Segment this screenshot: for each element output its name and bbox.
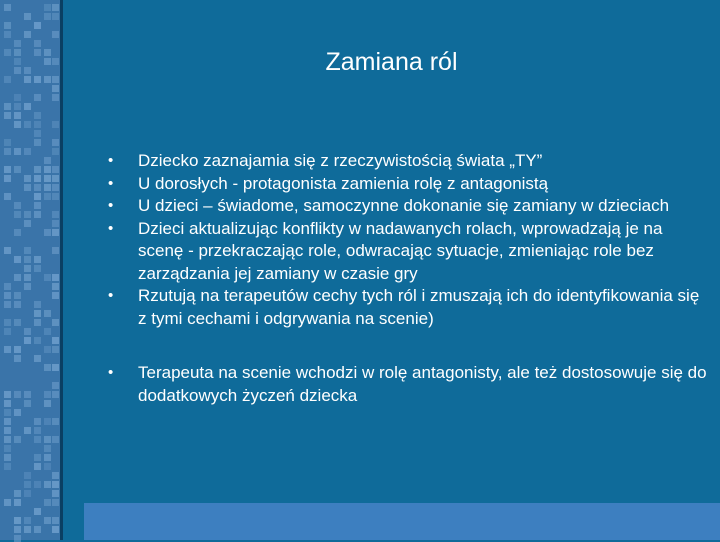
decorative-mosaic-square bbox=[4, 247, 11, 254]
bullet-marker: • bbox=[108, 197, 114, 214]
decorative-mosaic-square bbox=[52, 4, 59, 11]
decorative-mosaic-square bbox=[34, 508, 41, 515]
decorative-mosaic-square bbox=[24, 265, 31, 272]
decorative-mosaic-square bbox=[14, 103, 21, 110]
decorative-mosaic-square bbox=[14, 346, 21, 353]
decorative-mosaic-square bbox=[34, 463, 41, 470]
decorative-mosaic-square bbox=[44, 436, 51, 443]
decorative-mosaic-square bbox=[52, 364, 59, 371]
decorative-mosaic-square bbox=[4, 319, 11, 326]
decorative-mosaic-square bbox=[44, 274, 51, 281]
decorative-mosaic-square bbox=[4, 292, 11, 299]
decorative-mosaic-square bbox=[52, 391, 59, 398]
decorative-mosaic-square bbox=[44, 400, 51, 407]
decorative-mosaic-square bbox=[14, 229, 21, 236]
decorative-mosaic-square bbox=[52, 382, 59, 389]
decorative-mosaic-square bbox=[14, 121, 21, 128]
decorative-mosaic-square bbox=[34, 319, 41, 326]
decorative-mosaic-square bbox=[34, 184, 41, 191]
decorative-mosaic-square bbox=[52, 499, 59, 506]
decorative-mosaic-square bbox=[44, 328, 51, 335]
decorative-mosaic-square bbox=[14, 355, 21, 362]
decorative-mosaic-square bbox=[14, 436, 21, 443]
decorative-mosaic-square bbox=[34, 49, 41, 56]
decorative-mosaic-square bbox=[52, 148, 59, 155]
decorative-mosaic-square bbox=[4, 499, 11, 506]
decorative-mosaic-square bbox=[52, 121, 59, 128]
decorative-mosaic-square bbox=[34, 139, 41, 146]
decorative-mosaic-square bbox=[44, 517, 51, 524]
decorative-mosaic-square bbox=[24, 274, 31, 281]
decorative-mosaic-square bbox=[24, 31, 31, 38]
decorative-mosaic-square bbox=[52, 337, 59, 344]
decorative-mosaic-square bbox=[52, 166, 59, 173]
decorative-mosaic-square bbox=[34, 310, 41, 317]
bullet-marker: • bbox=[108, 364, 114, 381]
decorative-mosaic-square bbox=[52, 220, 59, 227]
decorative-mosaic-square bbox=[14, 526, 21, 533]
decorative-mosaic-square bbox=[44, 346, 51, 353]
bullet-item bbox=[108, 195, 708, 218]
decorative-mosaic-square bbox=[44, 364, 51, 371]
bullet-item bbox=[108, 218, 708, 286]
decorative-mosaic-square bbox=[4, 400, 11, 407]
decorative-mosaic-square bbox=[14, 94, 21, 101]
bullet-marker: • bbox=[108, 287, 114, 304]
decorative-mosaic-square bbox=[44, 454, 51, 461]
decorative-mosaic-square bbox=[14, 490, 21, 497]
decorative-mosaic-square bbox=[14, 292, 21, 299]
decorative-mosaic-square bbox=[44, 391, 51, 398]
decorative-mosaic-square bbox=[52, 211, 59, 218]
decorative-mosaic-square bbox=[34, 481, 41, 488]
decorative-mosaic-square bbox=[4, 301, 11, 308]
decorative-mosaic-square bbox=[4, 166, 11, 173]
decorative-mosaic-square bbox=[4, 328, 11, 335]
decorative-mosaic-square bbox=[52, 76, 59, 83]
decorative-mosaic-square bbox=[24, 76, 31, 83]
decorative-mosaic-square bbox=[52, 229, 59, 236]
decorative-mosaic-square bbox=[14, 499, 21, 506]
decorative-mosaic-square bbox=[52, 418, 59, 425]
decorative-mosaic-square bbox=[52, 481, 59, 488]
decorative-mosaic-square bbox=[52, 193, 59, 200]
decorative-mosaic-square bbox=[34, 193, 41, 200]
decorative-mosaic-square bbox=[52, 139, 59, 146]
decorative-mosaic-square bbox=[4, 175, 11, 182]
decorative-mosaic-square bbox=[4, 31, 11, 38]
decorative-mosaic-square bbox=[4, 22, 11, 29]
decorative-mosaic-square bbox=[4, 193, 11, 200]
decorative-mosaic-square bbox=[34, 76, 41, 83]
decorative-mosaic-square bbox=[4, 112, 11, 119]
decorative-mosaic-square bbox=[14, 49, 21, 56]
decorative-mosaic-square bbox=[52, 283, 59, 290]
decorative-mosaic-square bbox=[34, 166, 41, 173]
bullet-marker: • bbox=[108, 152, 114, 169]
decorative-mosaic-square bbox=[34, 454, 41, 461]
decorative-mosaic-square bbox=[14, 301, 21, 308]
decorative-mosaic-square bbox=[24, 328, 31, 335]
decorative-mosaic-square bbox=[24, 184, 31, 191]
decorative-mosaic-square bbox=[34, 436, 41, 443]
decorative-mosaic-square bbox=[14, 517, 21, 524]
bullet-text: Dziecko zaznajamia się z rzeczywistością świata „TY” bbox=[138, 151, 543, 170]
decorative-mosaic-square bbox=[14, 40, 21, 47]
decorative-mosaic-square bbox=[24, 490, 31, 497]
decorative-mosaic-square bbox=[14, 391, 21, 398]
bullet-text: Terapeuta na scenie wchodzi w rolę antagonisty, ale też dostosowuje się do dodatkowych życzeń dziecka bbox=[138, 363, 707, 405]
decorative-mosaic-square bbox=[44, 229, 51, 236]
decorative-mosaic-square bbox=[24, 220, 31, 227]
decorative-mosaic-square bbox=[24, 175, 31, 182]
decorative-mosaic-square bbox=[4, 409, 11, 416]
decorative-mosaic-square bbox=[44, 166, 51, 173]
decorative-mosaic-square bbox=[44, 310, 51, 317]
decorative-mosaic-square bbox=[34, 418, 41, 425]
decorative-mosaic-square bbox=[44, 445, 51, 452]
decorative-mosaic-square bbox=[14, 166, 21, 173]
decorative-mosaic-square bbox=[24, 472, 31, 479]
decorative-mosaic-square bbox=[34, 40, 41, 47]
bullet-text: Dzieci aktualizując konflikty w nadawanych rolach, wprowadzają je na scenę - przekraczając role, odwracając sytuacje, zmieniając role bez zarządzania jej zamiany w czasie gry bbox=[138, 218, 663, 283]
decorative-mosaic-square bbox=[52, 526, 59, 533]
decorative-mosaic-square bbox=[52, 517, 59, 524]
decorative-mosaic-square bbox=[24, 283, 31, 290]
decorative-mosaic-square bbox=[34, 130, 41, 137]
decorative-mosaic-square bbox=[52, 274, 59, 281]
decorative-mosaic-square bbox=[24, 526, 31, 533]
decorative-mosaic-square bbox=[44, 193, 51, 200]
decorative-mosaic-square bbox=[24, 481, 31, 488]
decorative-mosaic-square bbox=[4, 463, 11, 470]
decorative-mosaic-square bbox=[24, 391, 31, 398]
decorative-mosaic-square bbox=[14, 256, 21, 263]
bullet-item bbox=[108, 173, 708, 196]
decorative-mosaic-square bbox=[34, 265, 41, 272]
decorative-mosaic-square bbox=[14, 319, 21, 326]
decorative-mosaic-square bbox=[44, 418, 51, 425]
decorative-mosaic-square bbox=[44, 499, 51, 506]
decorative-mosaic-square bbox=[4, 4, 11, 11]
decorative-mosaic-square bbox=[52, 85, 59, 92]
decorative-mosaic-square bbox=[44, 481, 51, 488]
decorative-mosaic-square bbox=[52, 490, 59, 497]
decorative-mosaic-square bbox=[34, 355, 41, 362]
bullet-text: U dorosłych - protagonista zamienia rolę z antagonistą bbox=[138, 173, 549, 193]
decorative-mosaic-square bbox=[52, 436, 59, 443]
decorative-mosaic-square bbox=[4, 436, 11, 443]
decorative-mosaic-square bbox=[4, 139, 11, 146]
decorative-mosaic-square bbox=[52, 472, 59, 479]
decorative-mosaic-square bbox=[34, 94, 41, 101]
decorative-mosaic-square bbox=[44, 463, 51, 470]
decorative-mosaic-square bbox=[4, 148, 11, 155]
decorative-mosaic-square bbox=[14, 58, 21, 65]
bullet-marker: • bbox=[108, 174, 114, 192]
decorative-mosaic-square bbox=[24, 400, 31, 407]
decorative-mosaic-square bbox=[14, 67, 21, 74]
decorative-mosaic-square bbox=[4, 103, 11, 110]
decorative-mosaic-square bbox=[44, 49, 51, 56]
decorative-mosaic-square bbox=[14, 112, 21, 119]
decorative-mosaic-square bbox=[4, 418, 11, 425]
decorative-mosaic-square bbox=[34, 121, 41, 128]
decorative-mosaic-square bbox=[24, 211, 31, 218]
decorative-mosaic-square bbox=[52, 346, 59, 353]
decorative-mosaic-square bbox=[52, 58, 59, 65]
decorative-mosaic-square bbox=[24, 148, 31, 155]
slide-title: Zamiana ról bbox=[325, 48, 458, 76]
bullet-text: U dzieci – świadome, samoczynne dokonanie się zamiany w dzieciach bbox=[138, 196, 670, 215]
decorative-mosaic-square bbox=[44, 76, 51, 83]
decorative-mosaic-square bbox=[52, 94, 59, 101]
decorative-left-strip bbox=[0, 0, 60, 540]
decorative-mosaic-square bbox=[14, 535, 21, 542]
decorative-mosaic-square bbox=[44, 13, 51, 20]
decorative-mosaic-square bbox=[14, 409, 21, 416]
decorative-mosaic-square bbox=[34, 112, 41, 119]
decorative-mosaic-square bbox=[52, 292, 59, 299]
decorative-mosaic-square bbox=[34, 22, 41, 29]
decorative-mosaic-square bbox=[34, 211, 41, 218]
decorative-mosaic-square bbox=[44, 175, 51, 182]
decorative-mosaic-square bbox=[14, 148, 21, 155]
decorative-mosaic-square bbox=[52, 13, 59, 20]
bullet-marker: • bbox=[108, 219, 114, 237]
decorative-mosaic-square bbox=[34, 526, 41, 533]
decorative-mosaic-square bbox=[14, 274, 21, 281]
decorative-mosaic-square bbox=[24, 247, 31, 254]
decorative-mosaic-square bbox=[4, 427, 11, 434]
decorative-mosaic-square bbox=[24, 427, 31, 434]
decorative-mosaic-square bbox=[52, 247, 59, 254]
decorative-mosaic-square bbox=[52, 31, 59, 38]
decorative-mosaic-square bbox=[4, 283, 11, 290]
decorative-mosaic-square bbox=[34, 301, 41, 308]
bullet-list bbox=[108, 150, 708, 407]
decorative-mosaic-square bbox=[34, 256, 41, 263]
decorative-mosaic-square bbox=[44, 4, 51, 11]
decorative-mosaic-square bbox=[24, 121, 31, 128]
decorative-mosaic-square bbox=[34, 175, 41, 182]
decorative-mosaic-square bbox=[52, 175, 59, 182]
decorative-mosaic-square bbox=[24, 517, 31, 524]
bullet-item bbox=[108, 362, 708, 407]
decorative-mosaic-square bbox=[4, 346, 11, 353]
decorative-mosaic-square bbox=[14, 211, 21, 218]
decorative-left-edge bbox=[60, 0, 63, 540]
decorative-mosaic-square bbox=[24, 337, 31, 344]
decorative-mosaic-square bbox=[4, 49, 11, 56]
decorative-mosaic-square bbox=[44, 157, 51, 164]
bullet-text: Rzutują na terapeutów cechy tych ról i zmuszają ich do identyfikowania się z tymi cechami i odgrywania na scenie) bbox=[138, 286, 700, 328]
decorative-mosaic-square bbox=[34, 337, 41, 344]
decorative-mosaic-square bbox=[44, 58, 51, 65]
bullet-item bbox=[108, 285, 708, 330]
decorative-mosaic-square bbox=[4, 391, 11, 398]
decorative-mosaic-square bbox=[4, 76, 11, 83]
decorative-mosaic-square bbox=[34, 427, 41, 434]
decorative-mosaic-square bbox=[52, 319, 59, 326]
decorative-mosaic-square bbox=[24, 103, 31, 110]
decorative-mosaic-square bbox=[4, 454, 11, 461]
bullet-item bbox=[108, 150, 708, 173]
decorative-mosaic-square bbox=[52, 184, 59, 191]
decorative-mosaic-square bbox=[24, 13, 31, 20]
decorative-mosaic-square bbox=[14, 202, 21, 209]
decorative-mosaic-square bbox=[24, 67, 31, 74]
decorative-mosaic-square bbox=[4, 445, 11, 452]
decorative-mosaic-square bbox=[44, 184, 51, 191]
decorative-bottom-bar bbox=[84, 503, 720, 540]
decorative-mosaic-square bbox=[24, 256, 31, 263]
decorative-mosaic-square bbox=[34, 202, 41, 209]
